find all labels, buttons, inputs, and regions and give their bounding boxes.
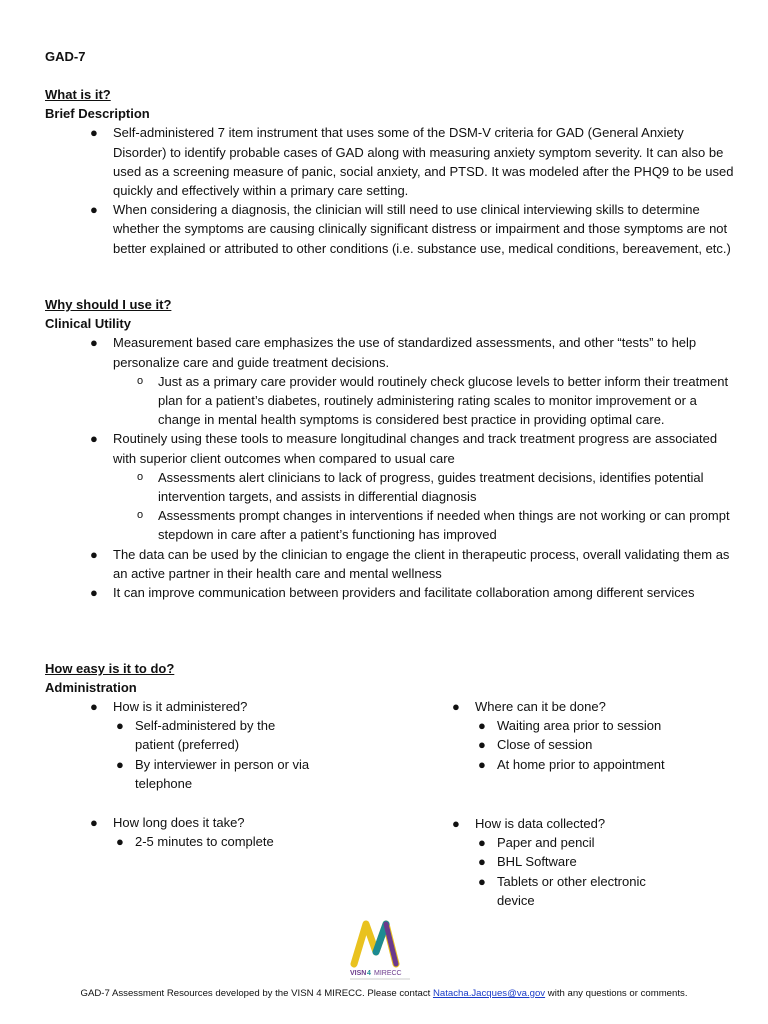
bullet-icon: ● (90, 335, 98, 351)
answer-text: 2-5 minutes to complete (135, 834, 274, 850)
question-item (45, 697, 315, 716)
answer-text: BHL Software (497, 854, 577, 870)
bullet-icon: ● (90, 431, 98, 447)
answer-item (407, 735, 677, 754)
answer-text: At home prior to appointment (497, 756, 665, 772)
section-why-use-it (45, 295, 735, 602)
answer-item (45, 755, 315, 793)
bullet-icon: ● (452, 816, 460, 831)
logo-visn-text: VISN (350, 970, 367, 977)
bullet-icon: ● (452, 699, 460, 714)
sub-list (113, 468, 735, 545)
question-item (407, 814, 677, 833)
brief-description-heading: Brief Description (45, 106, 150, 122)
list-item (90, 583, 735, 602)
list-item (90, 200, 735, 258)
what-heading: What is it? (45, 87, 111, 102)
answer-text: Close of session (497, 737, 593, 753)
answer-item (407, 716, 677, 735)
bullet-icon: ● (478, 756, 486, 772)
sub-list-item (137, 506, 735, 544)
bullet-icon: ● (90, 202, 98, 218)
sub-list (113, 372, 735, 430)
answer-text: Tablets or other electronic device (497, 873, 646, 908)
footer (0, 987, 768, 1001)
answer-text: By interviewer in person or via telephone (135, 756, 310, 791)
answer-item (407, 755, 677, 774)
bullet-icon: ● (478, 737, 486, 753)
bullet-icon: ● (478, 873, 486, 889)
logo-mirecc-text: MIRECC (374, 970, 402, 977)
contact-email-link[interactable]: Natacha.Jacques@va.gov (432, 988, 546, 999)
list-item-text: Measurement based care emphasizes the use of standardized assessments, and other “tests” to help personalize care and guide treatment decisions. (113, 335, 697, 370)
answer-item (407, 833, 677, 852)
footer-text-after: with any questions or comments. (545, 988, 688, 999)
clinical-utility-heading: Clinical Utility (45, 316, 131, 332)
answer-item (407, 872, 677, 910)
section-how-easy (45, 659, 735, 697)
why-heading: Why should I use it? (45, 297, 172, 312)
visn4-mirecc-logo (346, 918, 422, 982)
circle-bullet-icon: o (137, 470, 144, 483)
bullet-icon: ● (90, 125, 98, 141)
sub-list-item (137, 468, 735, 506)
clinical-utility-list (45, 333, 735, 602)
question-item (407, 697, 677, 716)
logo-number-text: 4 (367, 970, 371, 977)
list-item (90, 429, 735, 544)
circle-bullet-icon: o (137, 374, 144, 387)
bullet-icon: ● (478, 835, 486, 851)
bullet-icon: ● (90, 546, 98, 562)
bullet-icon: ● (116, 834, 124, 850)
sub-list-item (137, 372, 735, 430)
question-text: How is it administered? (113, 699, 248, 714)
duration-block (45, 813, 315, 851)
list-item (90, 123, 735, 200)
bullet-icon: ● (478, 854, 486, 870)
section-what-is-it (45, 85, 735, 258)
bullet-icon: ● (478, 718, 486, 734)
data-collection-block (407, 814, 677, 910)
question-text: Where can it be done? (475, 699, 606, 714)
bullet-icon: ● (116, 718, 124, 734)
answer-text: Self-administered by the patient (preferred) (135, 718, 276, 753)
list-item (90, 333, 735, 429)
list-item-text: Self-administered 7 item instrument that uses some of the DSM-V criteria for GAD (General Anxiety Disorder) to identify probable cases of GAD along with measuring anxiety symptom severity. It can also be used as a screening measure of panic, social anxiety, and PTSD. It was modeled after the PHQ9 to be used quickly and effectively within a primary care setting. (113, 125, 734, 199)
list-item (90, 545, 735, 583)
bullet-icon: ● (90, 699, 98, 714)
administered-block (45, 697, 315, 793)
list-item-text: It can improve communication between providers and facilitate collaboration among different services (113, 585, 695, 601)
sub-list-item-text: Assessments prompt changes in interventions if needed when things are not working or can prompt stepdown in care after a patient’s functioning has improved (158, 508, 730, 543)
circle-bullet-icon: o (137, 509, 144, 522)
bullet-icon: ● (90, 815, 98, 830)
answer-item (45, 832, 315, 851)
document-title: GAD-7 (45, 49, 86, 64)
question-text: How long does it take? (113, 815, 245, 830)
question-text: How is data collected? (475, 816, 606, 831)
how-heading: How easy is it to do? (45, 661, 175, 676)
list-item-text: When considering a diagnosis, the clinician will still need to use clinical interviewing skills to determine whether the symptoms are causing clinically significant distress or impairment and those symptoms are not better explained or attributed to other conditions (i.e. substance use, medical conditions, bereavement, etc.) (113, 202, 731, 256)
administration-heading: Administration (45, 680, 137, 696)
answer-item (45, 716, 315, 754)
answer-text: Paper and pencil (497, 835, 595, 851)
bullet-icon: ● (116, 756, 124, 772)
footer-text-before: GAD-7 Assessment Resources developed by the VISN 4 MIRECC. Please contact (80, 988, 433, 999)
where-block (407, 697, 677, 774)
bullet-icon: ● (90, 585, 98, 601)
answer-text: Waiting area prior to session (497, 718, 662, 734)
answer-item (407, 852, 677, 871)
sub-list-item-text: Just as a primary care provider would routinely check glucose levels to better inform their treatment plan for a patient’s diabetes, routinely administering rating scales to monitor improvement or a change in mental health symptoms is considered best practice in providing optimal care. (158, 373, 729, 428)
question-item (45, 813, 315, 832)
sub-list-item-text: Assessments alert clinicians to lack of progress, guides treatment decisions, identifies potential intervention targets, and assists in differential diagnosis (158, 469, 704, 505)
list-item-text: The data can be used by the clinician to engage the client in therapeutic process, overall validating them as an active partner in their health care and mental wellness (113, 546, 730, 581)
list-item-text: Routinely using these tools to measure longitudinal changes and track treatment progress are associated with superior client outcomes when compared to usual care (113, 431, 718, 466)
brief-description-list (45, 123, 735, 257)
